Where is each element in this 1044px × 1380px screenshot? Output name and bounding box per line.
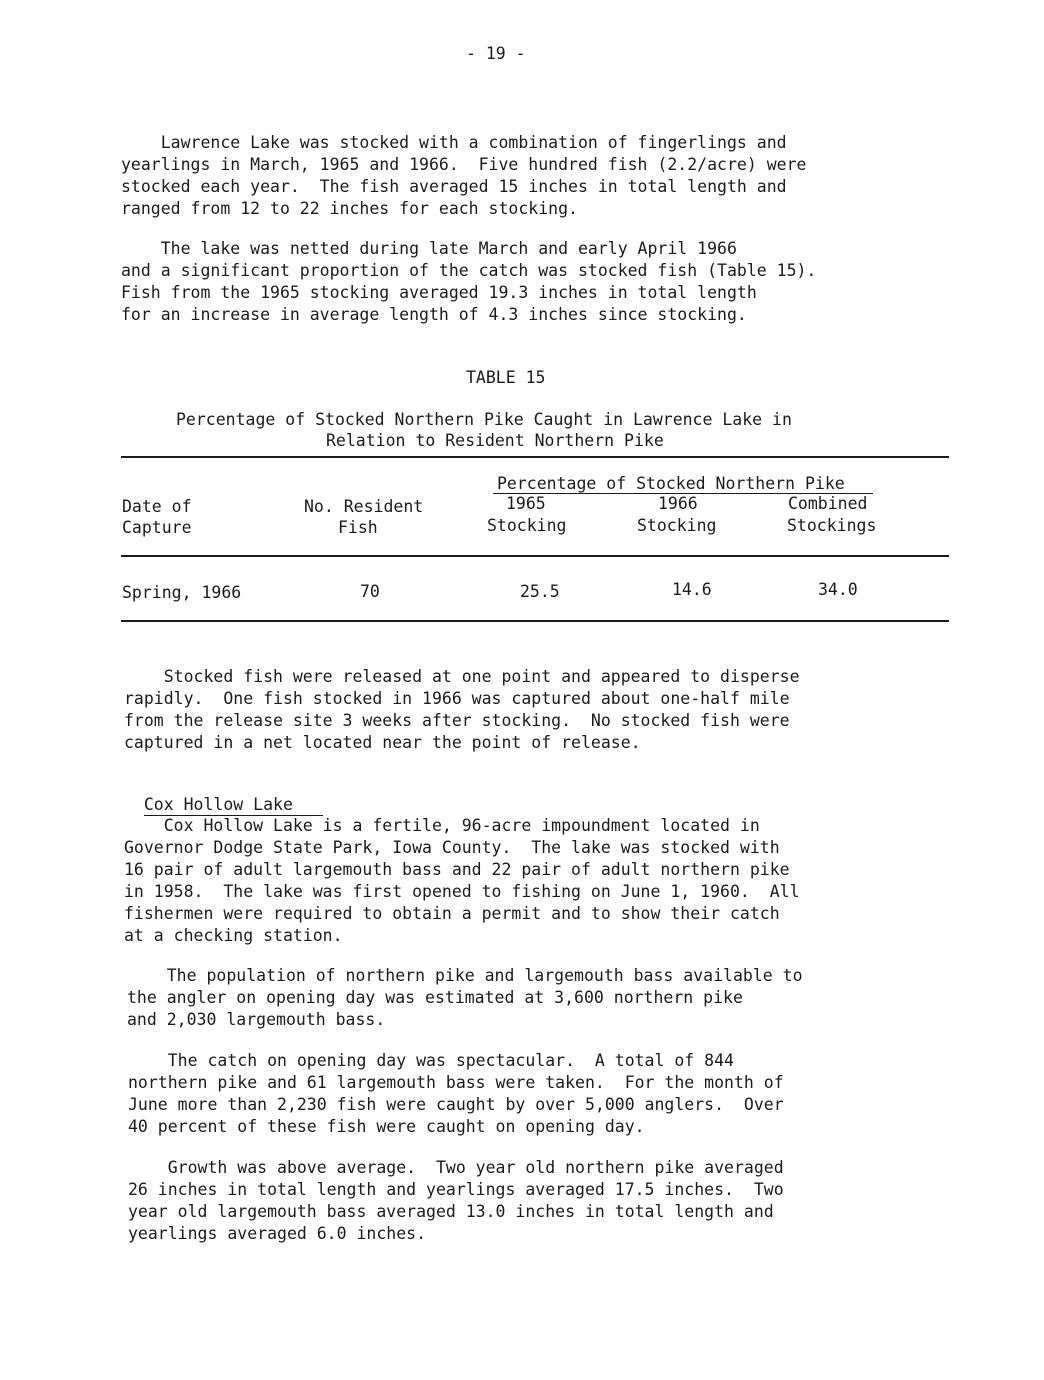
col-1965-header-2: Stocking [487,516,567,535]
paragraph-population: The population of northern pike and largemouth bass available to the angler on opening day was estimated at 3,600 northern pike and 2,030 largemouth bass. [127,966,803,1029]
page-number: - 19 - [466,44,526,63]
cell-resident: 70 [360,582,380,601]
paragraph-lawrence-netting: The lake was netted during late March and early April 1966 and a significant proportion of the catch was stocked fish (Table 15). Fish from the 1965 stocking averaged 19.3 inches in total length for an increase in average length of 4.3 inches since stocking. [121,239,817,324]
section-heading [124,776,323,814]
col-date-header-2: Capture [122,518,192,537]
col-resident-header-1: No. Resident [304,497,424,516]
table-top-rule [121,456,949,458]
cell-1965-stocking: 25.5 [520,582,560,601]
col-1966-header-1: 1966 [658,494,698,513]
table-label: TABLE 15 [466,368,546,387]
section-heading-text: Cox Hollow Lake [143,795,293,814]
col-combined-header-1: Combined [788,494,868,513]
paragraph-lawrence-stocking: Lawrence Lake was stocked with a combination of fingerlings and yearlings in March, 1965 and 1966. Five hundred fish (2.2/acre) were stocked each year. The fish averaged 15 inches in total length and ranged from 12 to 22 inches for each stocking. [121,133,807,218]
cell-1966-stocking: 14.6 [672,580,712,599]
cell-date: Spring, 1966 [122,583,242,602]
cell-combined: 34.0 [818,580,858,599]
paragraph-growth: Growth was above average. Two year old northern pike averaged 26 inches in total length and yearlings averaged 17.5 inches. Two year old largemouth bass averaged 13.0 inches in total length and yearlings averaged 6.0 inches. [128,1158,784,1243]
col-combined-header-2: Stockings [787,516,877,535]
col-1965-header-1: 1965 [506,494,546,513]
table-header-rule [121,555,949,557]
table-caption-line2: Relation to Resident Northern Pike [326,431,664,450]
table-caption-line1: Percentage of Stocked Northern Pike Caught in Lawrence Lake in [176,410,792,429]
col-resident-header-2: Fish [338,518,378,537]
col-1966-header-2: Stocking [637,516,717,535]
group-header: Percentage of Stocked Northern Pike [497,474,845,493]
paragraph-cox-hollow-intro: Cox Hollow Lake is a fertile, 96-acre impoundment located in Governor Dodge State Park, Iowa County. The lake was stocked with 16 pair of adult largemouth bass and 22 pair of adult northern pike in 1958. The lake was first opened to fishing on June 1, 1960. All fishermen were required to obtain a permit and to show their catch at a checking station. [124,816,800,945]
col-date-header-1: Date of [122,497,192,516]
paragraph-opening-catch: The catch on opening day was spectacular. A total of 844 northern pike and 61 largemouth bass were taken. For the month of June more than 2,230 fish were caught by over 5,000 anglers. Over 40 percent of these fish were caught on opening day. [128,1051,784,1136]
table-bottom-rule [121,620,949,622]
paragraph-stocked-dispersal: Stocked fish were released at one point and appeared to disperse rapidly. One fish stocked in 1966 was captured about one-half mile from the release site 3 weeks after stocking. No stocked fish were captured in a net located near the point of release. [124,667,800,752]
